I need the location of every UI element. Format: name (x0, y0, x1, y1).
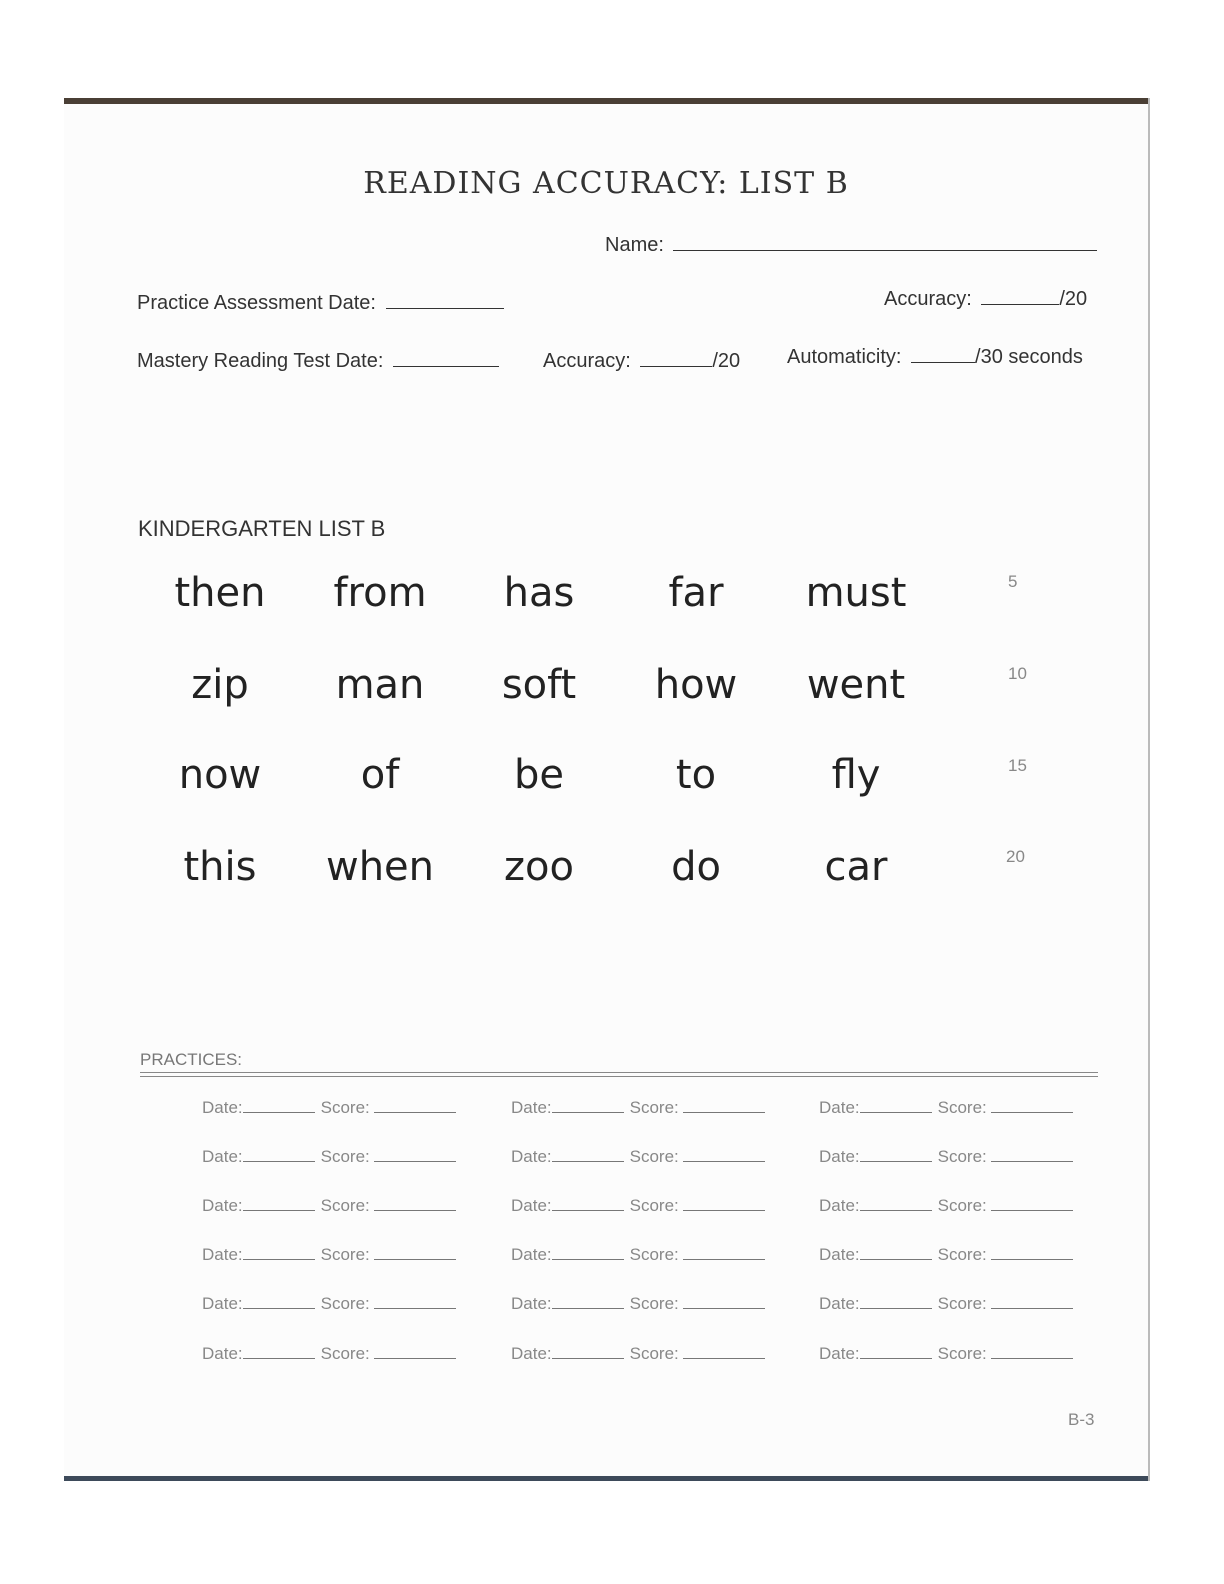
practice-entry (819, 1196, 1073, 1216)
practice-date-label: Date: (202, 1294, 243, 1313)
practice-date-blank[interactable] (243, 1196, 315, 1211)
practice-score-label: Score: (320, 1245, 370, 1264)
practice-score-label: Score: (629, 1344, 679, 1363)
practice-score-blank[interactable] (374, 1294, 456, 1309)
practice-date-blank[interactable] (552, 1245, 624, 1260)
practice-date-label: Date: (511, 1098, 552, 1117)
practice-score-label: Score: (937, 1098, 987, 1117)
practice-entry (202, 1294, 456, 1314)
practice-entry (511, 1245, 765, 1265)
page-number: B-3 (1068, 1410, 1095, 1429)
practice-score-label: Score: (937, 1344, 987, 1363)
practice-score-blank[interactable] (374, 1147, 456, 1162)
practice-score-label: Score: (320, 1294, 370, 1313)
practice-date-blank[interactable] (552, 1344, 624, 1359)
practice-entry (819, 1147, 1073, 1167)
practice-score-blank[interactable] (374, 1245, 456, 1260)
practice-date-label: Date: (202, 1098, 243, 1117)
practice-score-blank[interactable] (683, 1196, 765, 1211)
word: zoo (504, 844, 574, 890)
practice-entry (819, 1344, 1073, 1364)
practice-score-blank[interactable] (991, 1098, 1073, 1113)
word: be (514, 752, 564, 798)
practice-date-label: Date: (202, 1147, 243, 1166)
practice-score-blank[interactable] (683, 1245, 765, 1260)
practice-date-label: Date: (202, 1344, 243, 1363)
mastery-accuracy-total: /20 (712, 350, 741, 372)
word: now (178, 752, 262, 798)
word: when (325, 844, 435, 890)
practice-score-label: Score: (937, 1294, 987, 1313)
practice-accuracy-total: /20 (1059, 288, 1088, 310)
word-count: 10 (1008, 664, 1027, 683)
practice-score-label: Score: (937, 1245, 987, 1264)
practice-date-label: Date: (819, 1196, 860, 1215)
mastery-accuracy-field (543, 350, 740, 373)
word: how (654, 662, 738, 708)
practice-entry (202, 1344, 456, 1364)
practice-date-blank[interactable] (386, 294, 504, 309)
mastery-date-label: Mastery Reading Test Date: (137, 350, 384, 372)
practice-date-blank[interactable] (860, 1098, 932, 1113)
name-field (605, 234, 1097, 257)
practice-entry (511, 1147, 765, 1167)
automaticity-label: Automaticity: (787, 346, 902, 368)
practice-score-blank[interactable] (991, 1196, 1073, 1211)
word: then (174, 570, 266, 616)
practice-score-blank[interactable] (991, 1344, 1073, 1359)
practice-date-blank[interactable] (860, 1344, 932, 1359)
practice-date-blank[interactable] (243, 1147, 315, 1162)
practice-score-blank[interactable] (991, 1147, 1073, 1162)
practice-score-label: Score: (629, 1098, 679, 1117)
practice-score-label: Score: (629, 1147, 679, 1166)
worksheet-page (64, 98, 1148, 1481)
mastery-date-field (137, 350, 499, 373)
word: must (805, 570, 907, 616)
practice-date-blank[interactable] (860, 1294, 932, 1309)
page-title: READING ACCURACY: LIST B (363, 166, 849, 201)
practice-date-label: Date: (511, 1344, 552, 1363)
practice-date-blank[interactable] (860, 1147, 932, 1162)
automaticity-total: /30 seconds (975, 346, 1083, 368)
practice-entry (511, 1196, 765, 1216)
practice-score-label: Score: (937, 1196, 987, 1215)
divider (140, 1076, 1098, 1077)
word: this (183, 844, 257, 890)
practice-accuracy-blank[interactable] (981, 290, 1059, 305)
practice-score-blank[interactable] (374, 1196, 456, 1211)
word-count: 5 (1008, 572, 1018, 591)
word: of (360, 752, 400, 798)
word: soft (501, 662, 577, 708)
practice-date-label: Date: (202, 1245, 243, 1264)
mastery-accuracy-blank[interactable] (640, 352, 712, 367)
word: from (333, 570, 427, 616)
practice-date-label: Practice Assessment Date: (137, 292, 376, 314)
practice-date-blank[interactable] (552, 1147, 624, 1162)
practice-date-blank[interactable] (552, 1294, 624, 1309)
word: zip (191, 662, 249, 708)
practice-date-blank[interactable] (243, 1245, 315, 1260)
word: went (806, 662, 906, 708)
practice-date-label: Date: (819, 1147, 860, 1166)
practice-date-label: Date: (819, 1294, 860, 1313)
practice-score-label: Score: (320, 1196, 370, 1215)
practice-date-label: Date: (819, 1344, 860, 1363)
word-count: 20 (1006, 847, 1025, 866)
word: do (671, 844, 721, 890)
practice-date-blank[interactable] (243, 1344, 315, 1359)
practice-date-label: Date: (202, 1196, 243, 1215)
practice-score-blank[interactable] (683, 1098, 765, 1113)
practice-entry (202, 1147, 456, 1167)
practice-accuracy-field (884, 288, 1087, 311)
mastery-accuracy-label: Accuracy: (543, 350, 631, 372)
practice-entry (202, 1245, 456, 1265)
practice-score-blank[interactable] (374, 1344, 456, 1359)
automaticity-field (787, 346, 1083, 369)
practices-label: PRACTICES: (140, 1050, 243, 1069)
practice-entry (511, 1294, 765, 1314)
practice-entry (819, 1098, 1073, 1118)
practice-score-blank[interactable] (991, 1294, 1073, 1309)
practice-score-blank[interactable] (374, 1098, 456, 1113)
automaticity-blank[interactable] (911, 348, 975, 363)
practice-score-blank[interactable] (683, 1294, 765, 1309)
practice-score-label: Score: (320, 1147, 370, 1166)
practice-score-label: Score: (629, 1196, 679, 1215)
practice-date-label: Date: (511, 1196, 552, 1215)
practice-date-blank[interactable] (860, 1245, 932, 1260)
practice-score-blank[interactable] (683, 1344, 765, 1359)
practice-entry (511, 1344, 765, 1364)
practice-accuracy-label: Accuracy: (884, 288, 972, 310)
practice-score-blank[interactable] (683, 1147, 765, 1162)
practice-date-field (137, 292, 504, 315)
practice-date-label: Date: (511, 1294, 552, 1313)
practice-score-blank[interactable] (991, 1245, 1073, 1260)
practice-date-blank[interactable] (552, 1196, 624, 1211)
practice-score-label: Score: (320, 1098, 370, 1117)
practice-entry (202, 1196, 456, 1216)
practice-date-blank[interactable] (243, 1294, 315, 1309)
practice-score-label: Score: (320, 1344, 370, 1363)
practice-entry (819, 1245, 1073, 1265)
word: man (335, 662, 425, 708)
practice-date-label: Date: (511, 1147, 552, 1166)
divider (140, 1072, 1098, 1073)
word: fly (831, 752, 881, 798)
word-count: 15 (1008, 756, 1027, 775)
practice-date-blank[interactable] (243, 1098, 315, 1113)
word: to (675, 752, 717, 798)
practice-entry (819, 1294, 1073, 1314)
list-title: KINDERGARTEN LIST B (138, 516, 386, 541)
practice-score-label: Score: (937, 1147, 987, 1166)
word: car (824, 844, 888, 890)
practice-date-label: Date: (511, 1245, 552, 1264)
word: far (668, 570, 724, 616)
mastery-date-blank[interactable] (393, 352, 499, 367)
practice-date-blank[interactable] (552, 1098, 624, 1113)
practice-date-label: Date: (819, 1245, 860, 1264)
practice-score-label: Score: (629, 1294, 679, 1313)
practice-date-label: Date: (819, 1098, 860, 1117)
practice-date-blank[interactable] (860, 1196, 932, 1211)
practice-entry (202, 1098, 456, 1118)
word: has (503, 570, 575, 616)
name-blank[interactable] (673, 236, 1097, 251)
practice-entry (511, 1098, 765, 1118)
name-label: Name: (605, 234, 664, 256)
practice-score-label: Score: (629, 1245, 679, 1264)
